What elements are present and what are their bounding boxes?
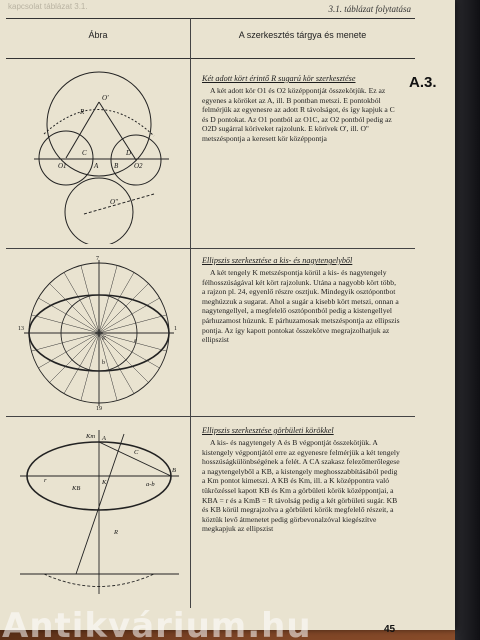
section-body: A kis- és nagytengely A és B végpontját összekötjük. A kistengely végpontjától erre az egyenesre felmérjük a két tengely hosszúságkülönbségének a felét. A CA szakasz felezőmerőlegese a nagytengelyből a KB, a kistengely meghosszabbításából pedig a Km pontot kimetszi. A KB és Km, ill. a K középpontra való tükrözéssel kapott KB és Km a görbületi körök középpontjai, a KBA = r és a KmB = R távolság pedig a két görbületi sugár. KB és KB körül megrajzolva a görbületi körök megfelelő részeit, a köztük levő átmenetet pedig görbevonalzóval kiegészítve megkapjuk az ellipszist [202,438,400,534]
section-title: Két adott kört érintő R sugarú kör szerkesztése [202,74,356,83]
section-ellipse-curvature [202,426,400,534]
radial-division-line [38,298,99,333]
fig1-label: C [82,149,87,157]
tangent-circle-figure [14,64,184,244]
fig3-label: C [134,449,139,456]
fig1-label: O2 [134,162,143,170]
radial-division-line [99,315,167,333]
radial-division-line [99,284,148,333]
fig2-label: 7 [96,256,99,262]
section-title: Ellipszis szerkesztése a kis- és nagytengelyből [202,256,353,265]
fig1-label: R [80,108,85,116]
row-divider-2 [6,416,415,417]
radial-division-line [81,265,99,333]
fig1-label: B [114,162,119,170]
fig3-label: a-b [146,481,155,488]
bleed-through-text: kapcsolat táblázat 3.1. [8,2,88,11]
fig3-label: K [102,479,107,486]
radial-division-line [50,333,99,382]
fig2-label: K [102,336,107,342]
column-divider [190,18,191,608]
running-title: 3.1. táblázat folytatása [328,4,411,14]
ellipse-axes-figure [14,254,184,412]
radial-division-line [64,333,99,394]
section-title: Ellipszis szerkesztése görbületi körökkel [202,426,334,435]
radial-division-line [99,272,134,333]
radial-division-line [64,272,99,333]
fig1-label: O1 [58,162,67,170]
book-spine [455,0,480,640]
fig3-label: R [114,529,118,536]
radial-division-line [99,333,148,382]
radial-division-line [99,298,160,333]
section-body: A két adott kör O1 és O2 középpontját összekötjük. Ez az egyenes a köröket az A, ill. B pontban metszi. E pontokból felmérjük az egyenesre az adott R távolságot, és így kapjuk a C és D pontokat. Az O1 pontból az O1C, az O2 pontból pedig az O2D sugárral köríveket rajzolunk. E körívek O', ill. O'' metszéspontja a keresett kör középpontja [202,86,395,143]
column-header-figure: Ábra [88,30,108,40]
radial-division-line [31,315,99,333]
section-ellipse-axes [202,256,400,345]
fig1-label: A [94,162,99,170]
row-divider-1 [6,248,415,249]
page-number: 45 [384,624,396,635]
section-label: A.3. [409,74,437,91]
fig3-label: B [172,467,176,474]
fig2-label: 13 [18,326,24,332]
fig3-label: A [102,435,106,442]
radial-division-line [50,284,99,333]
fig2-label: 19 [96,406,102,412]
top-rule [6,18,415,19]
ellipse-curvature-figure [14,424,184,608]
radial-division-line [99,333,160,368]
fig2-label: 1 [174,326,177,332]
fig3-label: r [44,477,47,484]
fig3-label: KB [72,485,81,492]
fig2-label: b [102,360,105,366]
header-rule [6,58,415,59]
section-tangent-circle [202,74,400,144]
fig3-label: Km [86,433,96,440]
fig1-label: O'' [110,198,119,206]
radial-division-line [81,333,99,401]
radial-division-line [38,333,99,368]
fig1-label: O' [102,94,109,102]
watermark: Antikvárium.hu [2,606,312,640]
radial-division-line [99,333,167,351]
section-body: A két tengely K metszéspontja körül a kis- és nagytengely félhosszúságával két kört rajzolunk. Utána a nagyobb kört több, a rajzon pl. 24, egyenlő részre osztjuk. Mindegyik osztópontbot meghúzzuk a sugarat. Ahol a sugár a kisebb kört metszi, onnan a nagytengellyel, a megfelelő osztópontból pedig a kistengellyel párhuzamost húzunk. E párhuzamosak metszéspontja az ellipszis pontja. Az így kapott pontokat összekötve megrajzolhatjuk az ellipszist [202,268,400,345]
fig2-label: a [134,338,137,344]
fig1-label: D [126,149,132,157]
radial-division-line [99,333,117,401]
radial-division-line [31,333,99,351]
column-header-description: A szerkesztés tárgya és menete [238,30,367,40]
radial-division-line [99,265,117,333]
